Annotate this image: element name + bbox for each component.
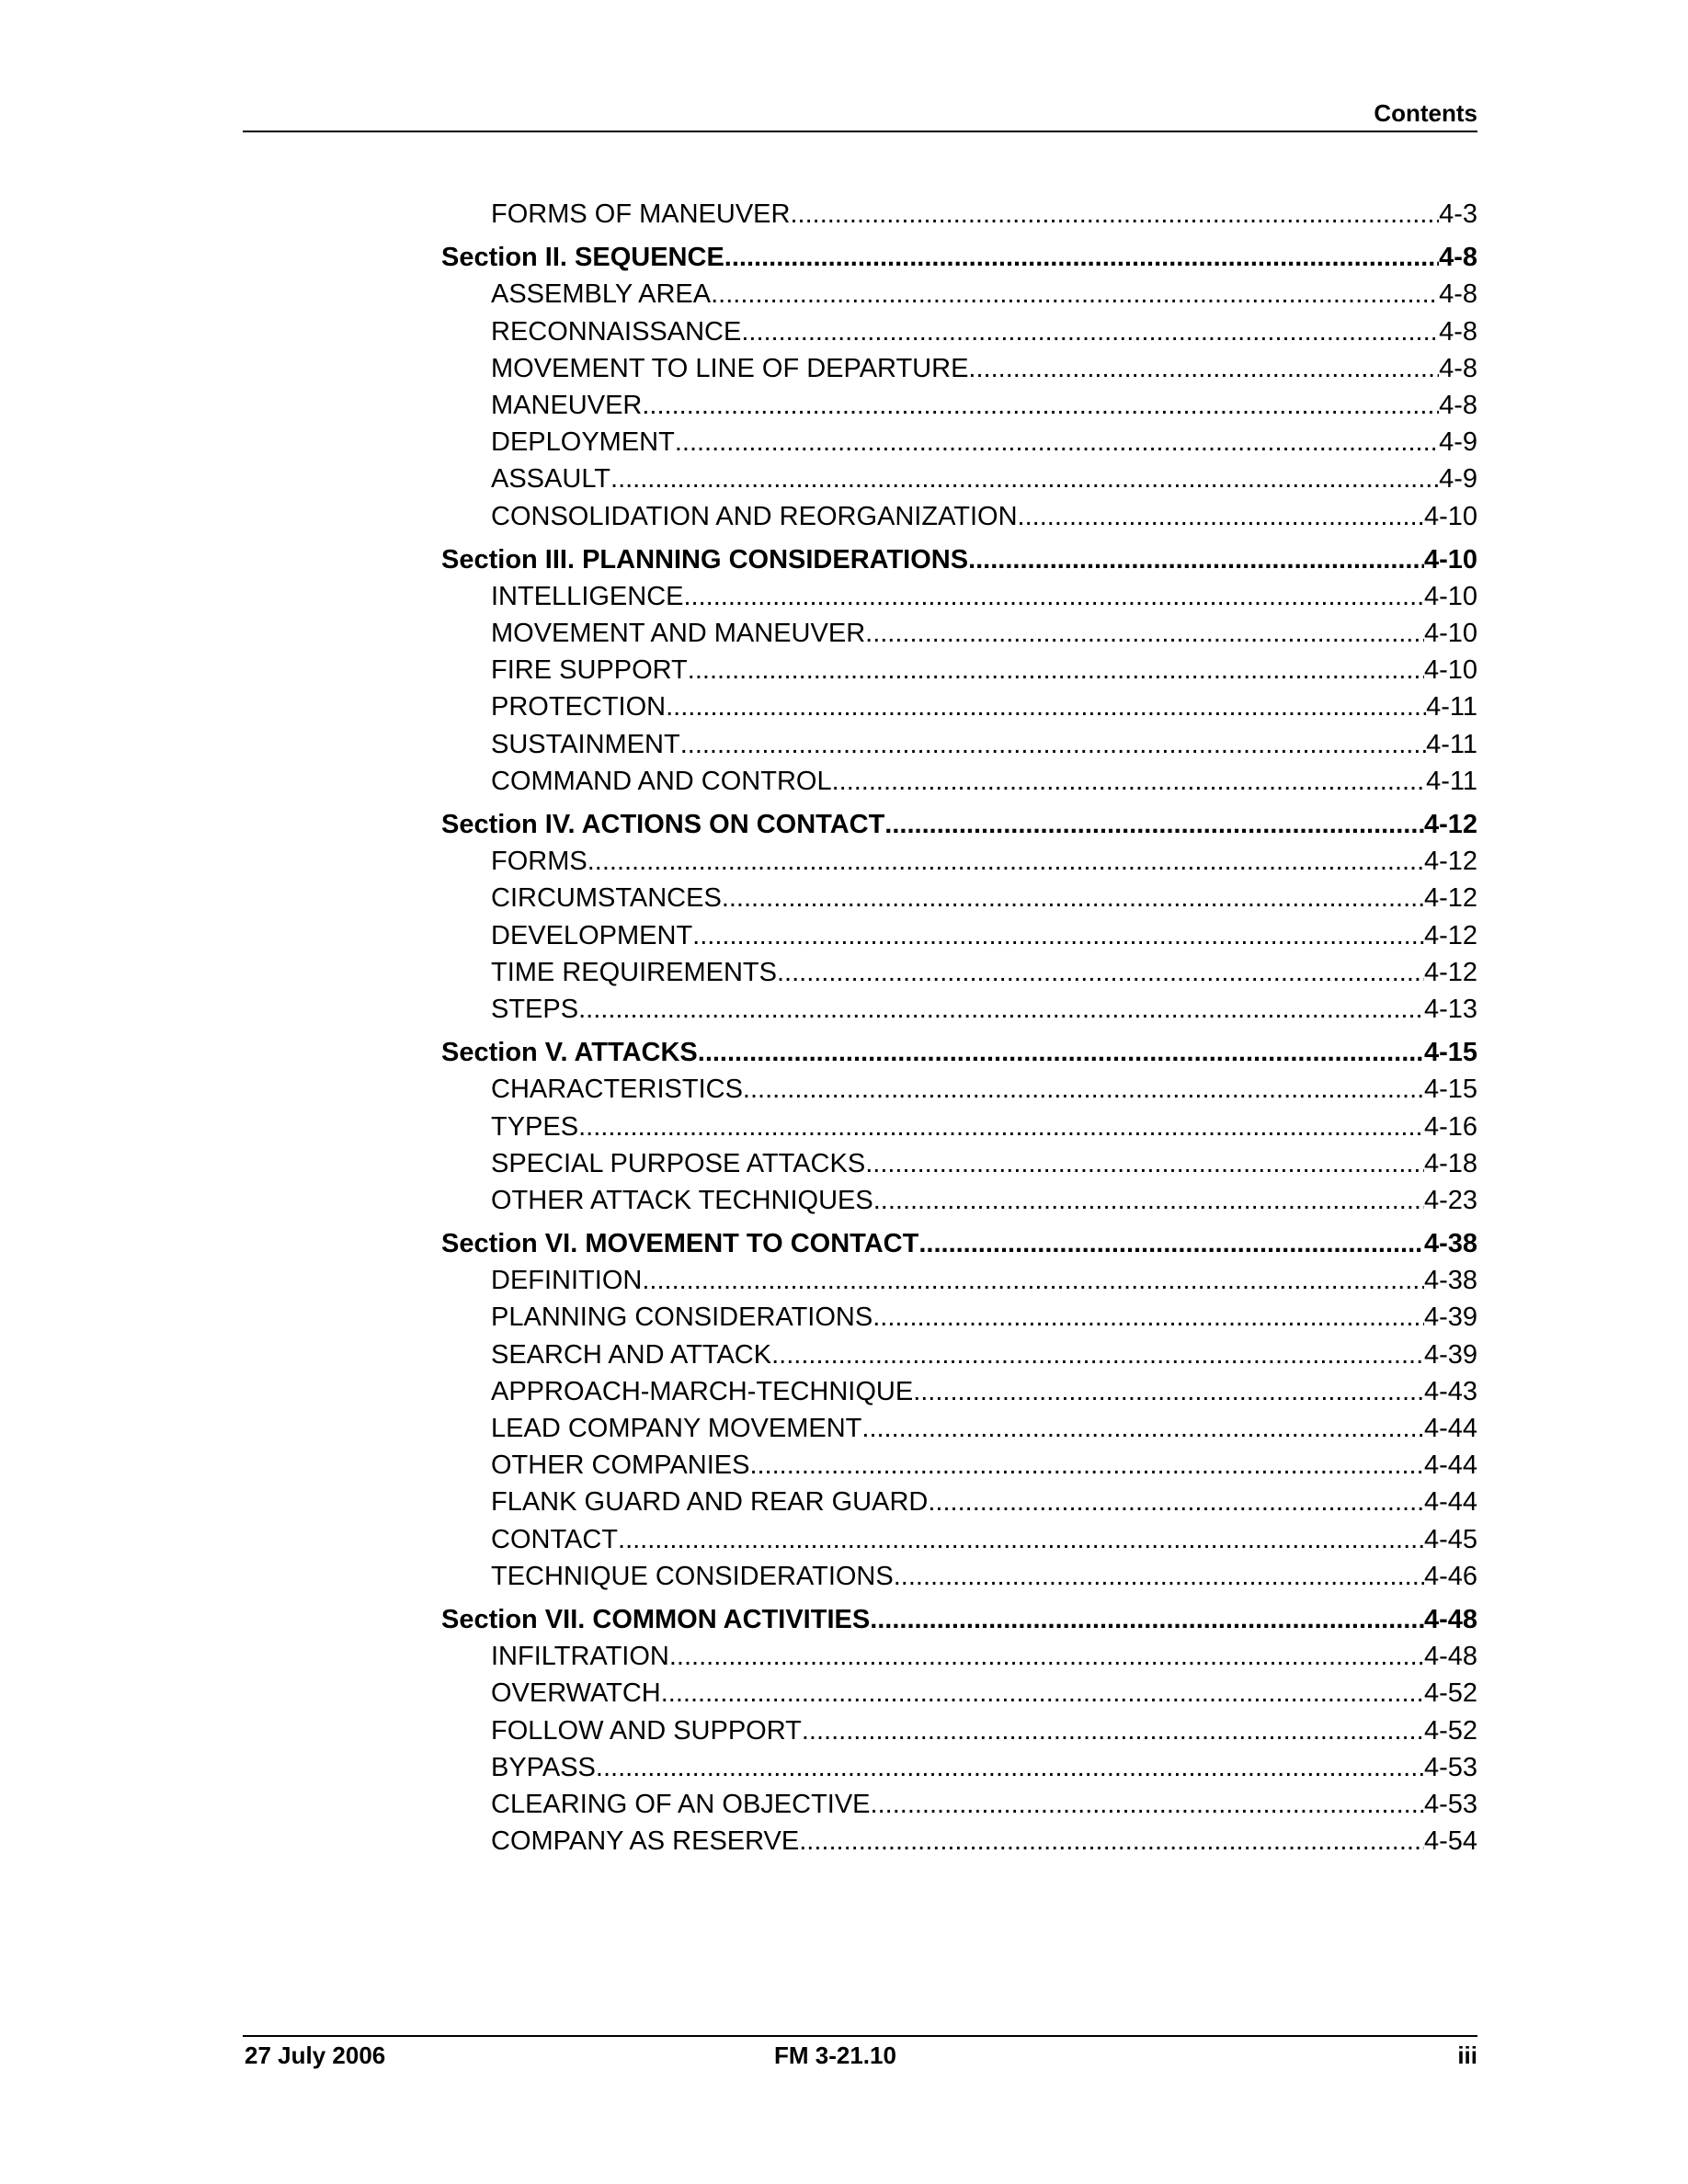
toc-entry-page: 4-10 <box>1423 501 1477 531</box>
toc-entry-page: 4-18 <box>1423 1148 1477 1178</box>
toc-entry-page: 4-10 <box>1423 619 1477 649</box>
dot-leader <box>688 652 1424 688</box>
toc-entry-page: 4-12 <box>1423 957 1477 987</box>
toc-entry-page: 4-8 <box>1439 316 1477 347</box>
toc-entry-label: PROTECTION <box>491 692 667 722</box>
dot-leader <box>684 578 1424 615</box>
dot-leader <box>578 1109 1424 1145</box>
toc-entry-page: 4-52 <box>1423 1678 1477 1709</box>
toc-subentry[interactable] <box>441 1675 1477 1712</box>
toc-entry-page: 4-11 <box>1426 766 1477 796</box>
dot-leader <box>661 1675 1424 1712</box>
toc-entry-page: 4-44 <box>1423 1487 1477 1518</box>
toc-entry-label: ASSAULT <box>491 464 611 495</box>
toc-entry-page: 4-53 <box>1423 1752 1477 1782</box>
dot-leader <box>596 1749 1424 1786</box>
toc-entry-label: Section V. ATTACKS <box>441 1038 698 1068</box>
toc-subentry[interactable] <box>441 991 1477 1028</box>
dot-leader <box>870 1601 1424 1638</box>
toc-subentry[interactable] <box>441 615 1477 652</box>
header-rule <box>243 131 1477 132</box>
toc-entry-label: FORMS OF MANEUVER <box>491 199 791 229</box>
toc-subentry[interactable] <box>441 1558 1477 1595</box>
toc-entry-page: 4-12 <box>1423 810 1477 839</box>
toc-entry-label: CONTACT <box>491 1524 619 1554</box>
dot-leader <box>642 387 1439 424</box>
toc-entry-page: 4-43 <box>1423 1376 1477 1406</box>
dot-leader <box>642 1262 1424 1299</box>
toc-subentry[interactable] <box>441 1145 1477 1182</box>
toc-entry-page: 4-53 <box>1423 1789 1477 1819</box>
toc-entry-label: DEPLOYMENT <box>491 427 675 458</box>
toc-entry-page: 4-23 <box>1423 1185 1477 1215</box>
dot-leader <box>802 1712 1424 1749</box>
toc-entry-page: 4-45 <box>1423 1524 1477 1554</box>
dot-leader <box>913 1373 1424 1410</box>
toc-entry-page: 4-8 <box>1439 279 1477 310</box>
toc-subentry[interactable] <box>441 424 1477 461</box>
toc-subentry[interactable] <box>441 313 1477 350</box>
dot-leader <box>873 1182 1424 1219</box>
toc-entry-label: SPECIAL PURPOSE ATTACKS <box>491 1148 866 1178</box>
toc-entry-label: OTHER COMPANIES <box>491 1450 750 1481</box>
dot-leader <box>871 1786 1424 1823</box>
dot-leader <box>711 276 1439 313</box>
toc-subentry[interactable] <box>441 1109 1477 1145</box>
dot-leader <box>865 615 1424 652</box>
toc-entry-page: 4-44 <box>1423 1414 1477 1443</box>
dot-leader <box>865 1145 1424 1182</box>
toc-subentry[interactable] <box>441 726 1477 763</box>
toc-subentry[interactable] <box>441 387 1477 424</box>
dot-leader <box>873 1299 1424 1336</box>
dot-leader <box>680 726 1426 763</box>
toc-section-entry[interactable] <box>441 1034 1477 1071</box>
toc-section-entry[interactable] <box>441 1601 1477 1638</box>
running-header-title: Contents <box>1374 99 1477 127</box>
dot-leader <box>894 1558 1424 1595</box>
toc-subentry[interactable] <box>441 652 1477 688</box>
toc-entry-page: 4-38 <box>1423 1229 1477 1259</box>
toc-entry-page: 4-39 <box>1423 1339 1477 1370</box>
dot-leader <box>743 1071 1424 1108</box>
toc-section-entry[interactable] <box>441 806 1477 843</box>
dot-leader <box>1018 498 1424 535</box>
toc-subentry[interactable] <box>441 1521 1477 1558</box>
toc-entry-page: 4-54 <box>1423 1826 1477 1857</box>
toc-section-entry[interactable] <box>441 541 1477 578</box>
toc-subentry[interactable] <box>441 917 1477 954</box>
footer-document-id: FM 3-21.10 <box>774 2042 896 2069</box>
toc-entry-page: 4-15 <box>1423 1075 1477 1105</box>
toc-entry-label: COMPANY AS RESERVE <box>491 1826 800 1857</box>
toc-entry-label: OTHER ATTACK TECHNIQUES <box>491 1185 873 1215</box>
footer-date: 27 July 2006 <box>245 2042 386 2069</box>
dot-leader <box>741 313 1439 350</box>
toc-entry-label: Section VII. COMMON ACTIVITIES <box>441 1604 871 1634</box>
toc-subentry[interactable] <box>441 1410 1477 1447</box>
toc-subentry[interactable] <box>441 1484 1477 1520</box>
toc-entry-page: 4-13 <box>1423 994 1477 1024</box>
toc-entry-label: Section II. SEQUENCE <box>441 243 724 273</box>
dot-leader <box>777 954 1424 991</box>
footer-rule <box>243 2035 1477 2037</box>
toc-entry-label: TYPES <box>491 1111 579 1142</box>
toc-entry-page: 4-8 <box>1439 243 1477 273</box>
toc-entry-page: 4-52 <box>1423 1715 1477 1746</box>
toc-entry-label: Section III. PLANNING CONSIDERATIONS <box>441 544 969 574</box>
toc-subentry[interactable] <box>441 498 1477 535</box>
toc-entry-label: FIRE SUPPORT <box>491 655 688 686</box>
dot-leader <box>578 991 1424 1028</box>
toc-entry-page: 4-39 <box>1423 1302 1477 1333</box>
toc-subentry[interactable] <box>441 1712 1477 1749</box>
toc-subentry[interactable] <box>441 688 1477 725</box>
dot-leader <box>790 196 1439 233</box>
table-of-contents <box>441 196 1477 1860</box>
toc-entry-label: BYPASS <box>491 1752 596 1782</box>
dot-leader <box>832 763 1427 800</box>
dot-leader <box>666 688 1426 725</box>
toc-entry-label: OVERWATCH <box>491 1678 661 1709</box>
dot-leader <box>618 1521 1424 1558</box>
dot-leader <box>610 461 1439 497</box>
toc-subentry[interactable] <box>441 1071 1477 1108</box>
toc-entry-page: 4-48 <box>1423 1604 1477 1634</box>
dot-leader <box>968 350 1439 387</box>
toc-entry-page: 4-38 <box>1423 1266 1477 1296</box>
dot-leader <box>771 1337 1424 1373</box>
toc-entry-label: FOLLOW AND SUPPORT <box>491 1715 802 1746</box>
toc-subentry[interactable] <box>441 843 1477 880</box>
toc-entry-page: 4-9 <box>1439 427 1477 458</box>
toc-entry-label: CIRCUMSTANCES <box>491 883 722 914</box>
toc-subentry[interactable] <box>441 276 1477 313</box>
toc-subentry[interactable] <box>441 578 1477 615</box>
dot-leader <box>669 1638 1424 1675</box>
toc-subentry[interactable] <box>441 1749 1477 1786</box>
toc-entry-page: 4-12 <box>1423 847 1477 877</box>
toc-entry-page: 4-8 <box>1439 353 1477 383</box>
toc-entry-label: Section VI. MOVEMENT TO CONTACT <box>441 1229 919 1259</box>
toc-entry-page: 4-44 <box>1423 1450 1477 1481</box>
toc-entry-page: 4-46 <box>1423 1561 1477 1591</box>
toc-entry-page: 4-10 <box>1423 655 1477 686</box>
toc-subentry[interactable] <box>441 461 1477 497</box>
toc-subentry[interactable] <box>441 1182 1477 1219</box>
toc-subentry[interactable] <box>441 763 1477 800</box>
dot-leader <box>724 239 1439 276</box>
toc-subentry[interactable] <box>441 1638 1477 1675</box>
toc-subentry[interactable] <box>441 350 1477 387</box>
toc-entry-page: 4-11 <box>1426 692 1477 722</box>
dot-leader <box>861 1410 1424 1447</box>
toc-entry-label: SUSTAINMENT <box>491 729 680 759</box>
toc-entry-label: TIME REQUIREMENTS <box>491 957 777 987</box>
dot-leader <box>587 843 1424 880</box>
toc-entry-label: MOVEMENT TO LINE OF DEPARTURE <box>491 353 969 383</box>
toc-entry-label: INFILTRATION <box>491 1642 669 1672</box>
toc-entry-label: INTELLIGENCE <box>491 581 684 611</box>
toc-subentry[interactable] <box>441 1373 1477 1410</box>
toc-entry-label: PLANNING CONSIDERATIONS <box>491 1302 873 1333</box>
toc-entry-page: 4-16 <box>1423 1111 1477 1142</box>
toc-subentry[interactable] <box>441 880 1477 916</box>
toc-subentry[interactable] <box>441 1447 1477 1484</box>
toc-subentry[interactable] <box>441 1823 1477 1860</box>
dot-leader <box>698 1034 1424 1071</box>
toc-entry-page: 4-8 <box>1439 390 1477 420</box>
toc-entry-label: MANEUVER <box>491 390 643 420</box>
toc-entry-page: 4-12 <box>1423 920 1477 950</box>
toc-section-entry[interactable] <box>441 239 1477 276</box>
toc-entry-label: SEARCH AND ATTACK <box>491 1339 772 1370</box>
dot-leader <box>928 1484 1424 1520</box>
toc-entry-label: COMMAND AND CONTROL <box>491 766 832 796</box>
toc-entry-page: 4-12 <box>1423 883 1477 914</box>
toc-entry-label: CLEARING OF AN OBJECTIVE <box>491 1789 871 1819</box>
toc-subentry[interactable] <box>441 954 1477 991</box>
toc-entry-page: 4-10 <box>1423 581 1477 611</box>
dot-leader <box>799 1823 1424 1860</box>
toc-section-entry[interactable] <box>441 1225 1477 1262</box>
dot-leader <box>722 880 1424 916</box>
toc-entry-label: MOVEMENT AND MANEUVER <box>491 619 866 649</box>
toc-entry-label: RECONNAISSANCE <box>491 316 742 347</box>
toc-entry-page: 4-48 <box>1423 1642 1477 1672</box>
toc-subentry[interactable] <box>441 1262 1477 1299</box>
toc-subentry[interactable] <box>441 1337 1477 1373</box>
dot-leader <box>968 541 1424 578</box>
toc-entry-label: LEAD COMPANY MOVEMENT <box>491 1414 862 1443</box>
toc-entry-label: DEVELOPMENT <box>491 920 693 950</box>
toc-entry-label: APPROACH-MARCH-TECHNIQUE <box>491 1376 914 1406</box>
dot-leader <box>675 424 1439 461</box>
toc-subentry[interactable] <box>441 1299 1477 1336</box>
toc-entry-label: TECHNIQUE CONSIDERATIONS <box>491 1561 894 1591</box>
toc-entry-page: 4-10 <box>1423 544 1477 574</box>
toc-entry-label: DEFINITION <box>491 1266 643 1296</box>
toc-entry-label: Section IV. ACTIONS ON CONTACT <box>441 810 885 839</box>
toc-entry-page: 4-9 <box>1439 464 1477 495</box>
toc-subentry[interactable] <box>441 1786 1477 1823</box>
footer-page-number: iii <box>1457 2042 1477 2069</box>
dot-leader <box>749 1447 1424 1484</box>
toc-entry-page: 4-11 <box>1426 729 1477 759</box>
dot-leader <box>918 1225 1424 1262</box>
toc-entry-label: CHARACTERISTICS <box>491 1075 743 1105</box>
toc-entry-label: ASSEMBLY AREA <box>491 279 712 310</box>
toc-entry-label: CONSOLIDATION AND REORGANIZATION <box>491 501 1018 531</box>
dot-leader <box>692 917 1424 954</box>
toc-entry-page: 4-3 <box>1439 199 1477 229</box>
toc-entry-label: FORMS <box>491 847 587 877</box>
toc-subentry[interactable] <box>441 196 1477 233</box>
dot-leader <box>884 806 1424 843</box>
toc-entry-page: 4-15 <box>1423 1038 1477 1068</box>
toc-entry-label: FLANK GUARD AND REAR GUARD <box>491 1487 929 1518</box>
toc-entry-label: STEPS <box>491 994 579 1024</box>
